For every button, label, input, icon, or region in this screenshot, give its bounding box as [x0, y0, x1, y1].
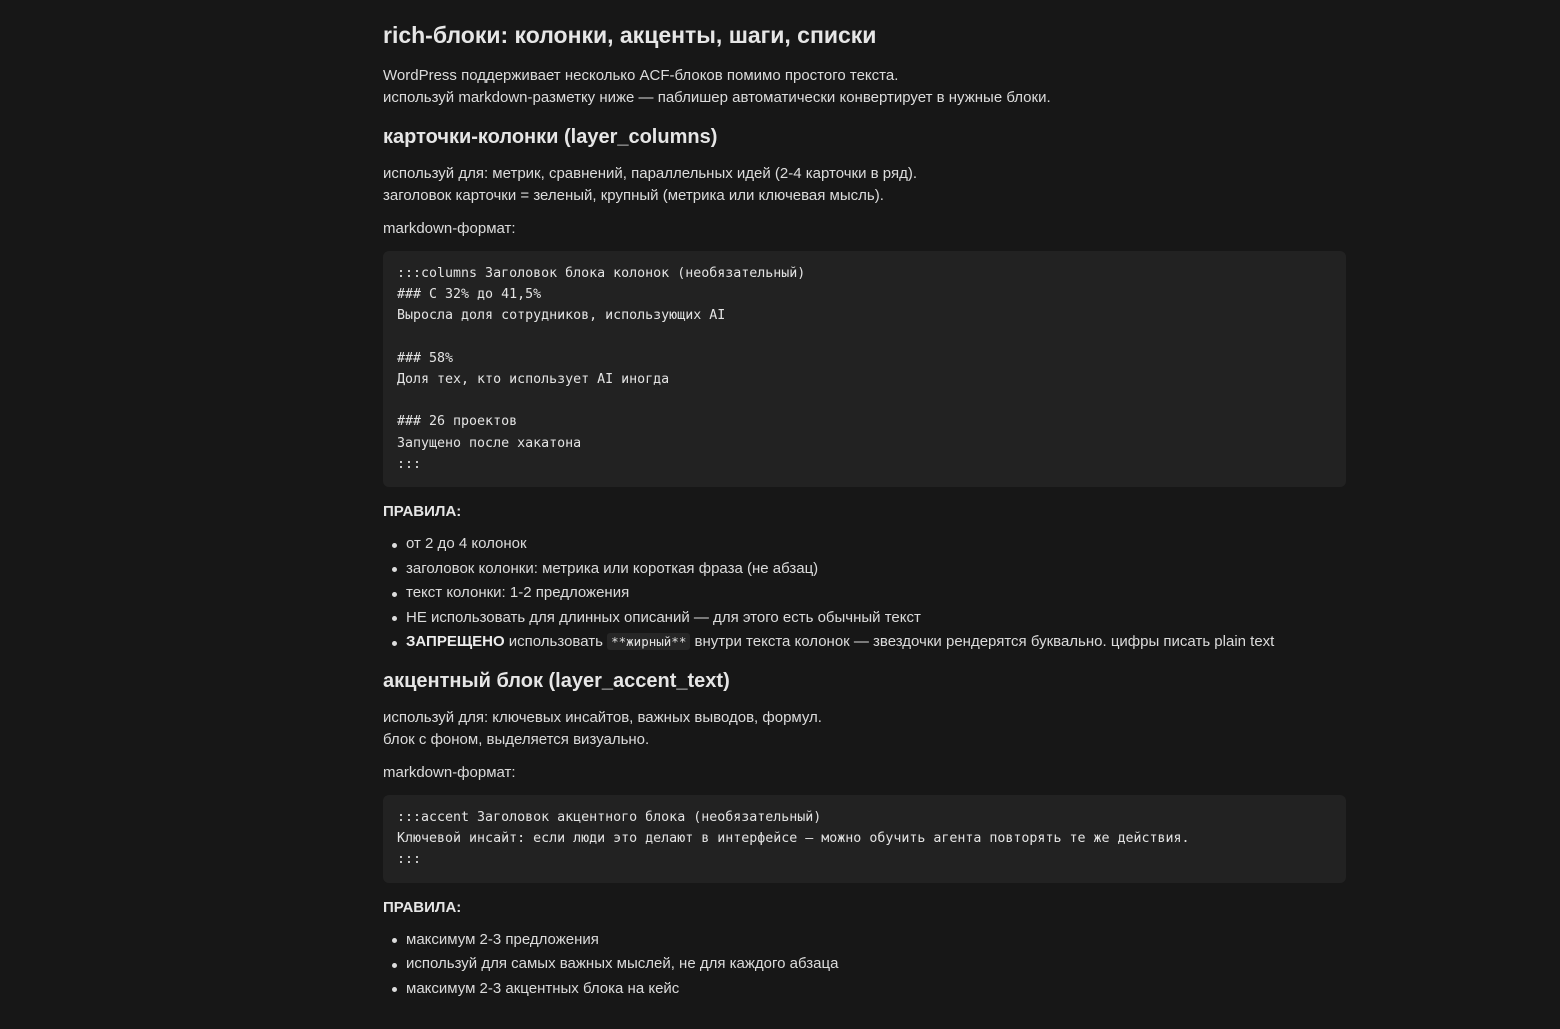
page-title: rich-блоки: колонки, акценты, шаги, списки	[383, 22, 877, 48]
section-heading-accent: акцентный блок (layer_accent_text)	[383, 670, 730, 693]
rules-label: ПРАВИЛА:	[383, 503, 462, 521]
list-item: текст колонки: 1-2 предложения	[383, 582, 1346, 604]
columns-usage-paragraph	[383, 163, 1346, 207]
format-label: markdown-формат:	[383, 220, 516, 237]
list-item: используй для самых важных мыслей, не для каждого абзаца	[383, 953, 1346, 975]
intro-paragraph	[383, 65, 1346, 109]
rules-list-columns	[383, 533, 1346, 653]
code-block-columns[interactable]: :::columns Заголовок блока колонок (необязательный) ### С 32% до 41,5% Выросла доля сотрудников, использующих AI ### 58% Доля тех, кто использует AI иногда ### 26 проектов Запущено после хакатона :::	[383, 251, 1346, 487]
code-block-accent[interactable]: :::accent Заголовок акцентного блока (необязательный) Ключевой инсайт: если люди это делают в интерфейсе — можно обучить агента повторять те же действия. :::	[383, 795, 1346, 883]
accent-usage-paragraph	[383, 707, 1346, 751]
usage-line: заголовок карточки = зеленый, крупный (метрика или ключевая мысль).	[383, 187, 884, 204]
usage-line: блок с фоном, выделяется визуально.	[383, 731, 650, 749]
rules-label: ПРАВИЛА:	[383, 898, 462, 916]
rule-text: внутри текста колонок — звездочки рендерятся буквально. цифры писать plain text	[690, 633, 1275, 651]
rule-text: использовать	[504, 633, 608, 651]
intro-line: используй markdown-разметку ниже — паблишер автоматически конвертирует в нужные блоки.	[383, 89, 1051, 106]
list-item: максимум 2-3 предложения	[383, 929, 1346, 951]
list-item: заголовок колонки: метрика или короткая фраза (не абзац)	[383, 558, 1346, 580]
usage-line: используй для: ключевых инсайтов, важных выводов, формул.	[383, 709, 822, 727]
section-heading-columns: карточки-колонки (layer_columns)	[383, 126, 718, 148]
usage-line: используй для: метрик, сравнений, параллельных идей (2-4 карточки в ряд).	[383, 165, 917, 182]
document-content	[383, 19, 1346, 1002]
forbidden-label: ЗАПРЕЩЕНО	[406, 633, 505, 651]
list-item: максимум 2-3 акцентных блока на кейс	[383, 978, 1346, 1000]
inline-code: **жирный**	[607, 633, 690, 650]
rules-list-accent	[383, 929, 1346, 1000]
list-item: НЕ использовать для длинных описаний — для этого есть обычный текст	[383, 607, 1346, 629]
list-item: от 2 до 4 колонок	[383, 533, 1346, 555]
intro-line: WordPress поддерживает несколько ACF-блоков помимо простого текста.	[383, 67, 899, 84]
list-item	[383, 631, 1346, 653]
format-label: markdown-формат:	[383, 764, 516, 782]
